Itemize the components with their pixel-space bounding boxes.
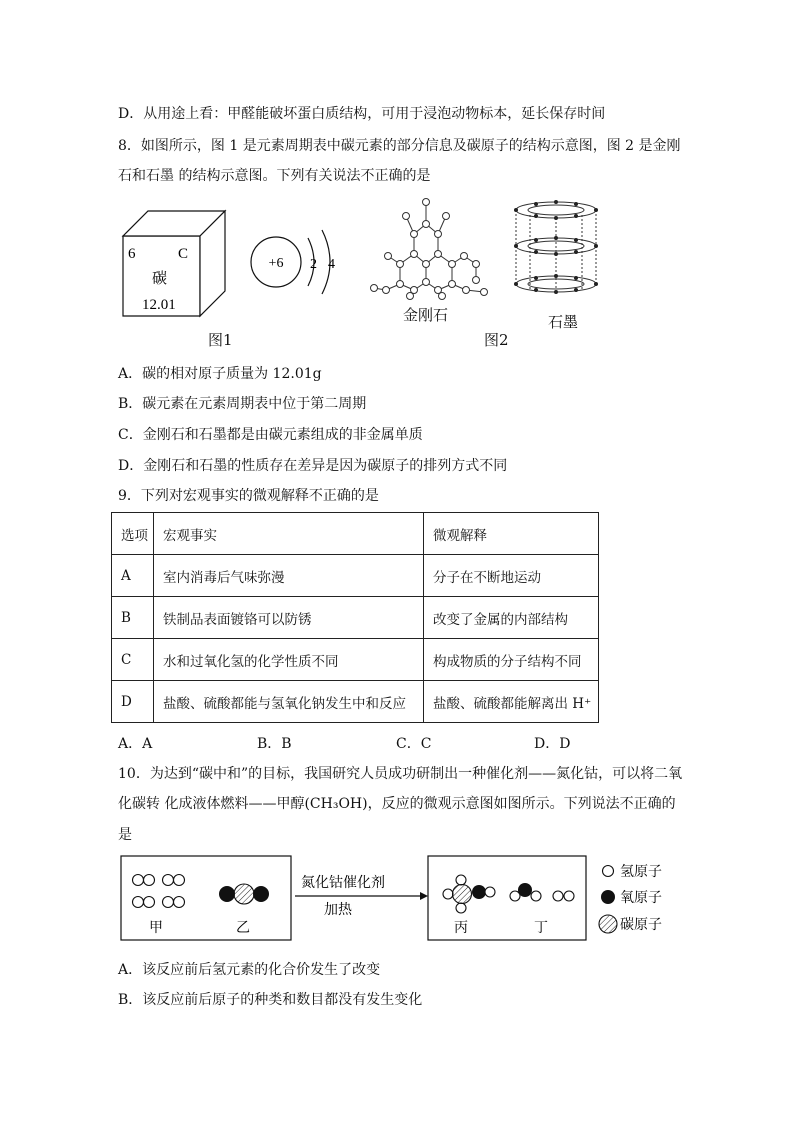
q8-option-d: D．金刚石和石墨的性质存在差异是因为碳原子的排列方式不同: [118, 458, 508, 474]
catalyst-label: 氮化钴催化剂: [301, 875, 385, 891]
table-header-cell: 微观解释: [424, 513, 599, 555]
q10-stem-line3: 是: [118, 827, 132, 843]
label-yi: 乙: [236, 920, 250, 936]
element-mass: 12.01: [142, 297, 176, 313]
table-header-cell: 宏观事实: [154, 513, 424, 555]
table-cell: A: [112, 555, 154, 597]
shell2-electrons: 4: [328, 257, 335, 272]
figure2-caption: 图2: [484, 331, 509, 349]
table-cell: 构成物质的分子结构不同: [424, 639, 599, 681]
element-number: 6: [128, 246, 136, 262]
diamond-label: 金刚石: [403, 306, 449, 324]
q10-option-a: A．该反应前后氢元素的化合价发生了改变: [118, 962, 381, 978]
q8-stem-line1: 8．如图所示，图 1 是元素周期表中碳元素的部分信息及碳原子的结构示意图，图 2 是金刚: [118, 138, 681, 154]
q9-stem: 9．下列对宏观事实的微观解释不正确的是: [118, 488, 379, 504]
q8-option-c: C．金刚石和石墨都是由碳元素组成的非金属单质: [118, 427, 423, 443]
label-bing: 丙: [454, 920, 468, 936]
table-cell: 水和过氧化氢的化学性质不同: [154, 639, 424, 681]
table-row: [112, 597, 599, 639]
table-header-cell: 选项: [112, 513, 154, 555]
q10-option-b: B．该反应前后原子的种类和数目都没有发生变化: [118, 992, 423, 1008]
table-cell: 铁制品表面镀铬可以防锈: [154, 597, 424, 639]
table-cell: 分子在不断地运动: [424, 555, 599, 597]
q9-option-b: B．B: [257, 736, 292, 752]
table-cell: 室内消毒后气味弥漫: [154, 555, 424, 597]
table-cell: D: [112, 681, 154, 723]
table-row: [112, 639, 599, 681]
q10-stem-line1: 10．为达到“碳中和”的目标，我国研究人员成功研制出一种催化剂——氮化钴，可以将二氧: [118, 766, 683, 782]
graphite-structure: [506, 196, 606, 306]
carbon-element-cube: [118, 208, 238, 320]
q9-option-a: A．A: [118, 736, 153, 752]
label-jia: 甲: [149, 920, 163, 936]
table-cell: 盐酸、硫酸都能解离出 H⁺: [424, 681, 599, 723]
q9-table: [111, 512, 599, 723]
q8-option-b: B．碳元素在元素周期表中位于第二周期: [118, 396, 367, 412]
q8-option-a: A．碳的相对原子质量为 12.01g: [118, 366, 322, 382]
legend-hydrogen-icon: [603, 866, 614, 877]
carbon-atom-diagram: [248, 224, 348, 304]
table-header-row: [112, 513, 599, 555]
element-name: 碳: [152, 269, 168, 287]
q7-option-d: D．从用途上看：甲醛能破坏蛋白质结构，可用于浸泡动物标本，延长保存时间: [118, 106, 606, 122]
label-ding: 丁: [534, 920, 548, 936]
shell1-electrons: 2: [310, 257, 317, 272]
q9-option-d: D．D: [534, 736, 571, 752]
table-row: [112, 555, 599, 597]
figure1-caption: 图1: [208, 331, 233, 349]
table-cell: 盐酸、硫酸都能与氢氧化钠发生中和反应: [154, 681, 424, 723]
reaction-diagram: [118, 852, 678, 944]
legend-carbon-icon: [599, 915, 617, 933]
diamond-structure: [366, 192, 496, 304]
graphite-label: 石墨: [548, 313, 579, 331]
table-cell: 改变了金属的内部结构: [424, 597, 599, 639]
table-row: [112, 681, 599, 723]
legend-oxygen: 氧原子: [620, 890, 662, 906]
table-cell: B: [112, 597, 154, 639]
q8-stem-line2: 石和石墨 的结构示意图。下列有关说法不正确的是: [118, 168, 431, 184]
legend-hydrogen: 氢原子: [620, 864, 662, 880]
q10-stem-line2: 化碳转 化成液体燃料——甲醇(CH₃OH)，反应的微观示意图如图所示。下列说法不正确的: [118, 796, 676, 812]
legend-carbon: 碳原子: [620, 917, 662, 933]
condition-label: 加热: [324, 902, 352, 918]
q9-option-c: C．C: [396, 736, 432, 752]
legend-oxygen-icon: [601, 890, 615, 904]
element-symbol: C: [178, 246, 189, 262]
nucleus-charge: +6: [268, 256, 284, 271]
co2-molecule: [219, 884, 269, 904]
table-cell: C: [112, 639, 154, 681]
